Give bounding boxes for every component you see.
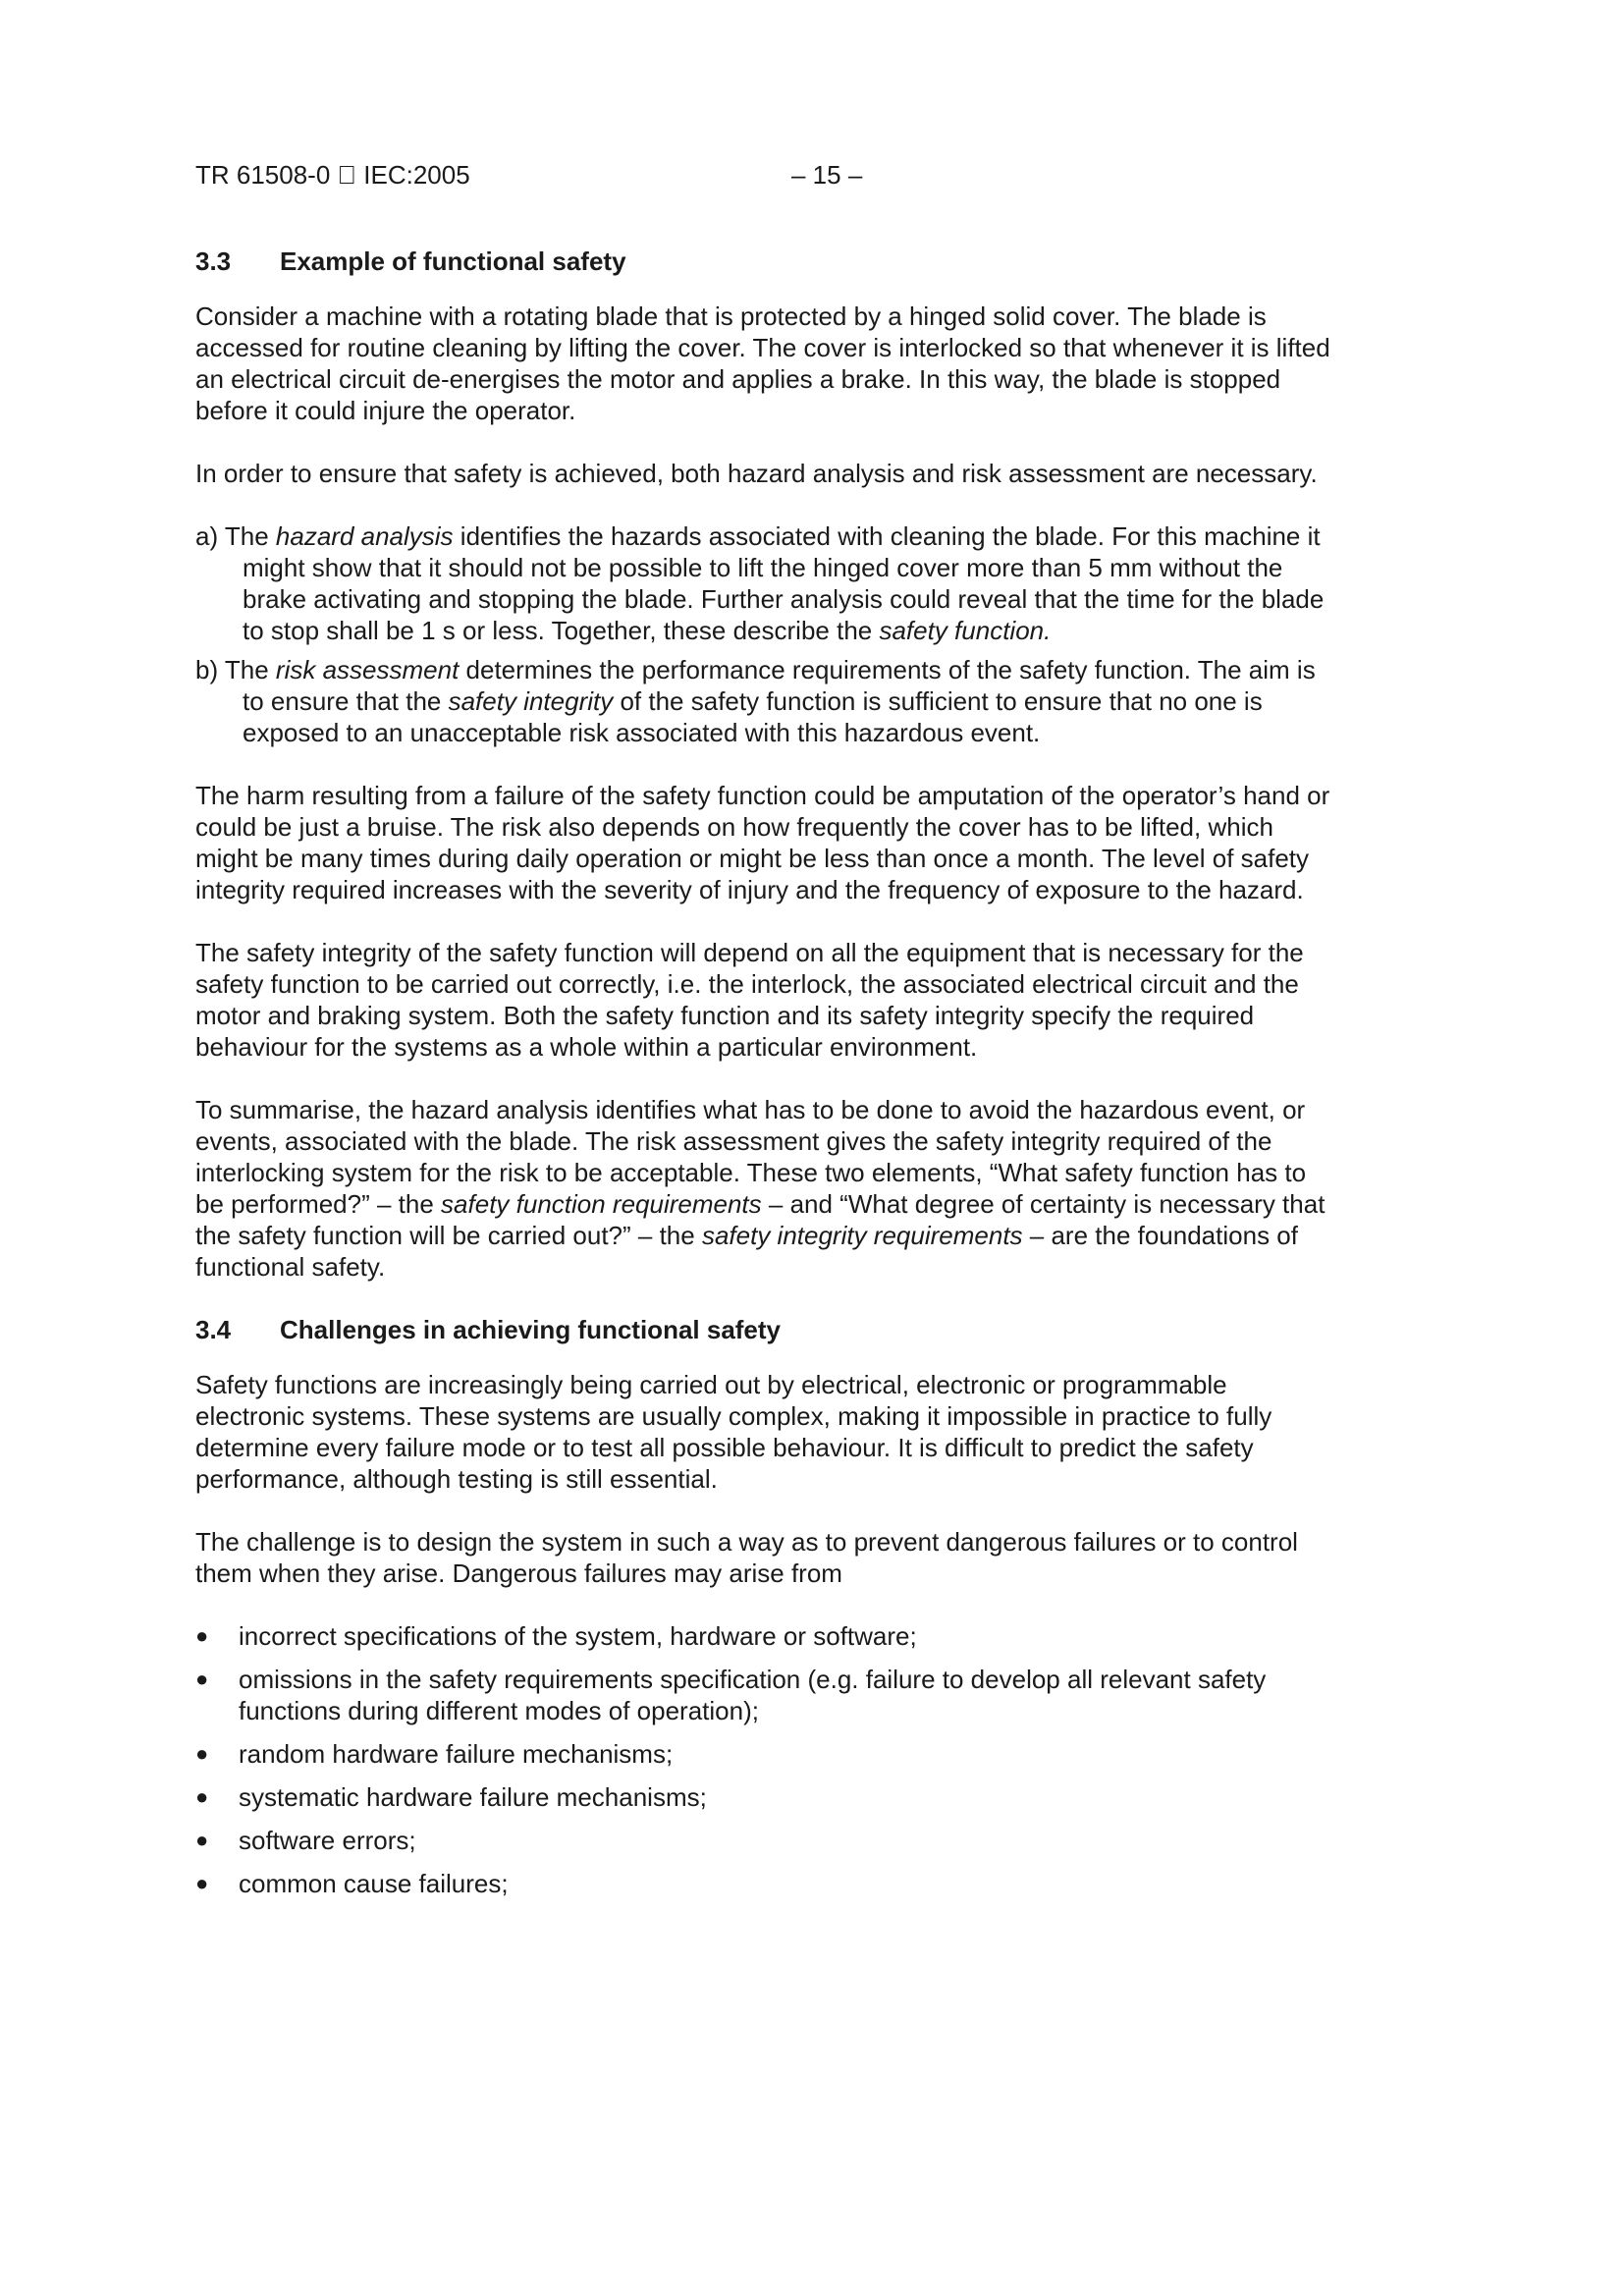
bullet-icon: ●: [195, 1828, 209, 1852]
list-item-text: a) The: [195, 521, 276, 551]
list-item-text: common cause failures;: [239, 1869, 509, 1898]
list-item-text: systematic hardware failure mechanisms;: [239, 1782, 707, 1812]
paragraph: The challenge is to design the system in such a way as to prevent dangerous failures or to control them when they arise. Dangerous failures may arise from: [195, 1527, 1298, 1588]
bullet-icon: ●: [195, 1623, 209, 1648]
paragraph: The harm resulting from a failure of the safety function could be amputation of the operator’s hand or could be just a bruise. The risk also depends on how frequently the cover has to be lifted, which might be many times during daily operation or might be less than once a month. The level of safety integrity required increases with the severity of injury and the frequency of exposure to the hazard.: [195, 781, 1330, 904]
paragraph: [195, 1094, 1334, 1283]
italic-term: hazard analysis: [275, 521, 454, 551]
bullet-icon: ●: [195, 1741, 209, 1766]
bullet-icon: ●: [195, 1871, 209, 1895]
list-item-text: identifies the hazards associated with cleaning the blade. For this machine it might show that it should not be possible to lift the hinged cover more than 5 mm without the brake activating and stopping the blade. Further analysis could reveal that the time for the blade to stop shall be 1 s or less. Together, these describe the: [243, 521, 1325, 645]
italic-term: safety integrity requirements: [701, 1221, 1023, 1250]
section-number: 3.3: [195, 246, 232, 276]
paragraph: Consider a machine with a rotating blade that is protected by a hinged solid cover. The blade is accessed for routine cleaning by lifting the cover. The cover is interlocked so that whenever it is lifted an electrical circuit de-energises the motor and applies a brake. In this way, the blade is stopped before it could injure the operator.: [195, 301, 1330, 425]
italic-term: safety integrity: [448, 686, 614, 716]
list-item-text: incorrect specifications of the system, hardware or software;: [239, 1621, 917, 1651]
bullet-list: [195, 1620, 1334, 1899]
section-number: 3.4: [195, 1315, 232, 1344]
section-heading-3-4: [195, 1314, 1334, 1345]
paragraph-text: To summarise, the hazard analysis identifies what has to be done to avoid the hazardous event, or events, associated with the blade. The risk assessment gives the safety integrity required of the interlocking system for the risk to be acceptable. These two elements, “What safety function has to be performed?” – the: [195, 1095, 1307, 1219]
list-item-b: [195, 654, 1334, 748]
italic-term: safety function.: [879, 616, 1052, 645]
section-title: Challenges in achieving functional safety: [280, 1315, 782, 1344]
list-item-a: [195, 520, 1334, 646]
page-number: – 15 –: [791, 160, 863, 190]
list-item: [195, 1781, 1334, 1813]
list-item-text: software errors;: [239, 1826, 416, 1855]
paragraph: The safety integrity of the safety function will depend on all the equipment that is necessary for the safety function to be carried out correctly, i.e. the interlock, the associated electrical circuit and the motor and braking system. Both the safety function and its safety integrity specify the required behaviour for the systems as a whole within a particular environment.: [195, 938, 1304, 1062]
document-id: TR 61508-0   IEC:2005: [195, 160, 470, 190]
italic-term: safety function requirements: [441, 1189, 762, 1219]
page-header: [195, 160, 1334, 193]
list-item-text: random hardware failure mechanisms;: [239, 1739, 674, 1769]
section-heading-3-3: [195, 246, 1334, 277]
paragraph-text: – are the foundations of functional safety.: [195, 1221, 1298, 1282]
paragraph: Safety functions are increasingly being carried out by electrical, electronic or programmable electronic systems. These systems are usually complex, making it impossible in practice to fully determine every failure mode or to test all possible behaviour. It is difficult to predict the safety performance, although testing is still essential.: [195, 1370, 1272, 1494]
list-item-text: determines the performance requirements of the safety function. The aim is to ensure that the: [243, 655, 1316, 716]
list-item-text: of the safety function is sufficient to ensure that no one is exposed to an unacceptable risk associated with this hazardous event.: [243, 686, 1263, 747]
list-item: [195, 1738, 1334, 1770]
list-item-text: omissions in the safety requirements specification (e.g. failure to develop all relevant safety functions during different modes of operation);: [239, 1665, 1267, 1725]
list-item: [195, 1620, 1334, 1652]
list-item-text: b) The: [195, 655, 276, 684]
page-content: [195, 246, 1334, 1911]
paragraph-text: – and “What degree of certainty is necessary that the safety function will be carried out?” – the: [195, 1189, 1325, 1250]
bullet-icon: ●: [195, 1784, 209, 1809]
section-title: Example of functional safety: [280, 246, 626, 276]
list-item: [195, 1868, 1334, 1899]
list-item: [195, 1664, 1334, 1726]
list-item: [195, 1825, 1334, 1856]
paragraph: In order to ensure that safety is achieved, both hazard analysis and risk assessment are necessary.: [195, 459, 1318, 488]
bullet-icon: ●: [195, 1667, 209, 1691]
italic-term: risk assessment: [275, 655, 460, 684]
